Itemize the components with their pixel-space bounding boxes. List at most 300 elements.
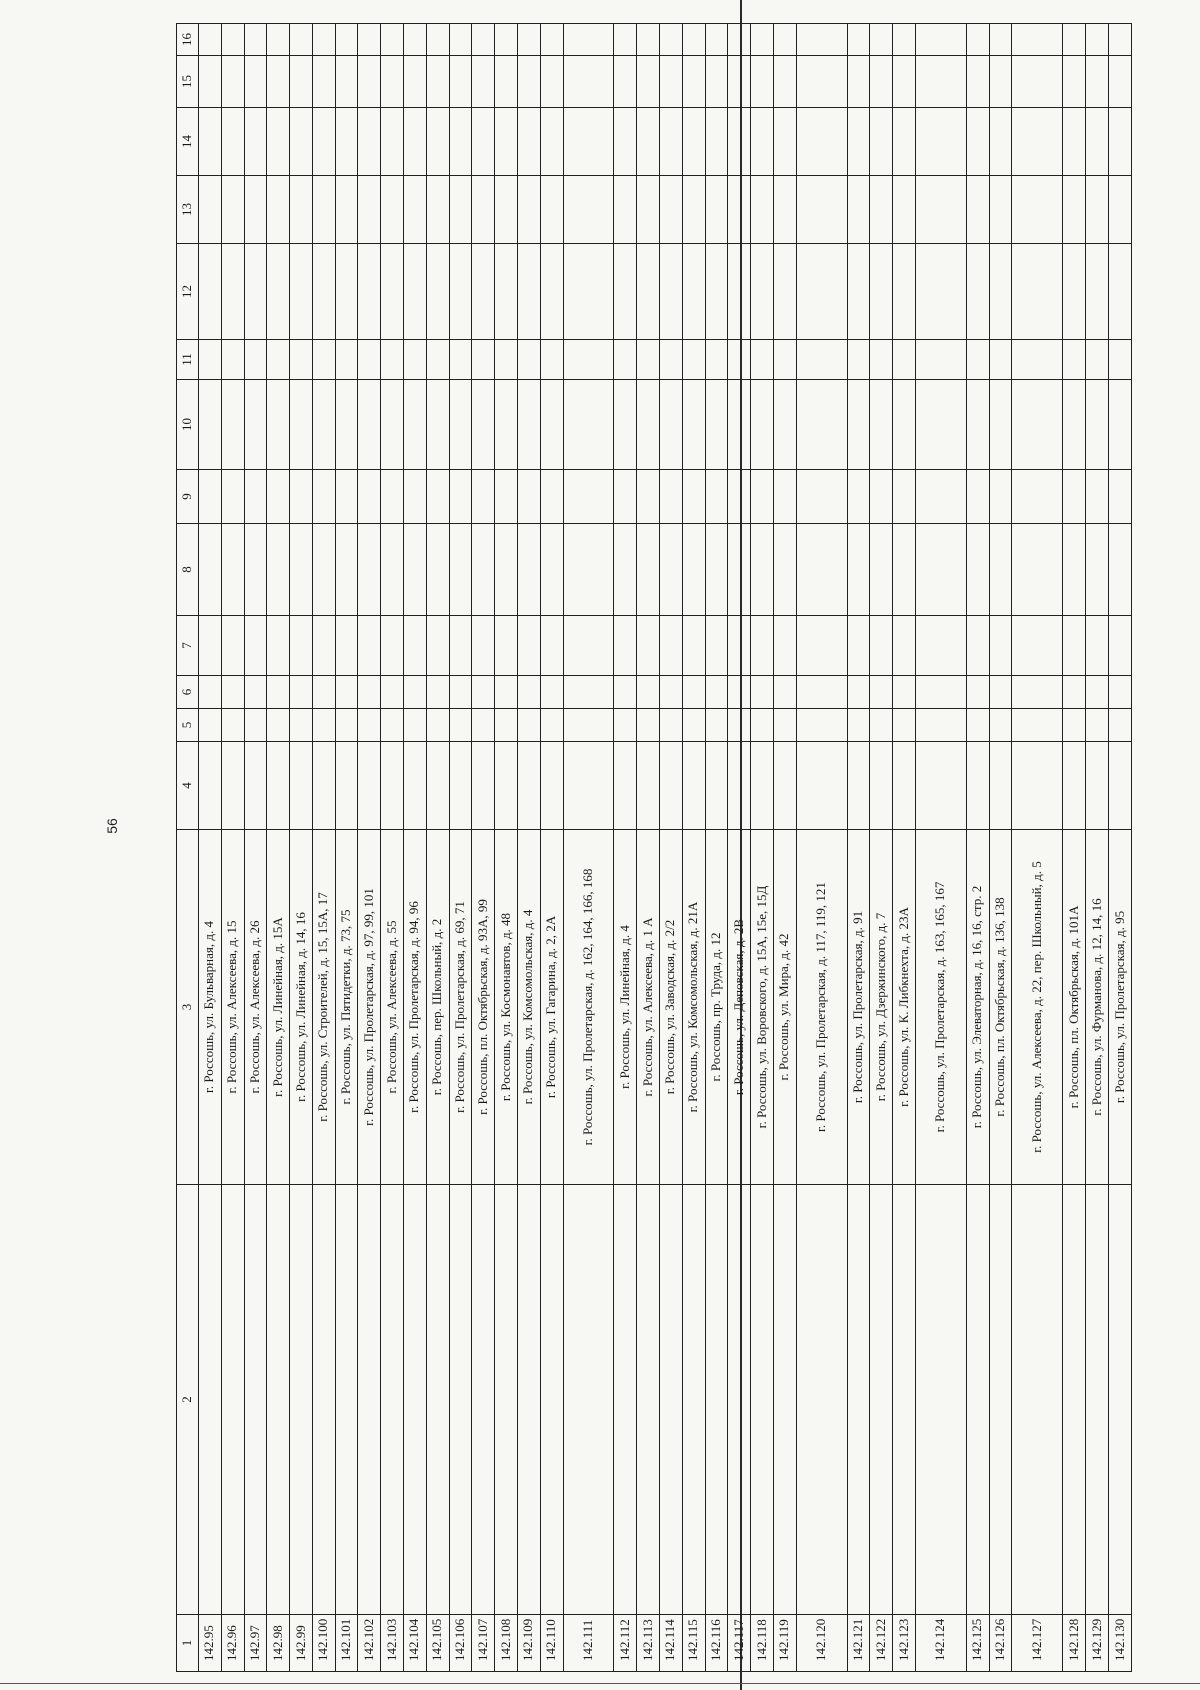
column-16-cell [751, 24, 774, 56]
column-8-cell [1012, 524, 1063, 616]
column-13-cell [290, 176, 313, 244]
column-16-cell [404, 24, 427, 56]
column-8-cell [426, 524, 449, 616]
column-9-cell [426, 470, 449, 524]
column-2-cell [893, 1185, 916, 1615]
column-header-9: 9 [177, 470, 199, 524]
address-cell: г. Россошь, ул. Алексеева, д. 15 [221, 830, 244, 1185]
column-2-cell [614, 1185, 637, 1615]
column-7-cell [1063, 616, 1086, 676]
column-2-cell [870, 1185, 893, 1615]
column-6-cell [199, 676, 222, 709]
column-5-cell [682, 709, 705, 742]
column-2-cell [495, 1185, 518, 1615]
table-row [1086, 24, 1109, 1672]
table-row [381, 24, 404, 1672]
column-6-cell [517, 676, 540, 709]
table-row [495, 24, 518, 1672]
column-6-cell [472, 676, 495, 709]
address-cell: г. Россошь, ул. Алексеева, д. 55 [381, 830, 404, 1185]
column-11-cell [989, 340, 1012, 380]
column-2-cell [847, 1185, 870, 1615]
row-number-cell: 142.124 [915, 1615, 966, 1672]
column-10-cell [221, 380, 244, 470]
column-15-cell [966, 56, 989, 108]
column-2-cell [472, 1185, 495, 1615]
table-row [796, 24, 847, 1672]
row-number-cell: 142.119 [773, 1615, 796, 1672]
column-2-cell [381, 1185, 404, 1615]
row-number-cell: 142.125 [966, 1615, 989, 1672]
column-14-cell [221, 108, 244, 176]
column-2-cell [449, 1185, 472, 1615]
column-10-cell [989, 380, 1012, 470]
column-12-cell [563, 244, 614, 340]
column-13-cell [728, 176, 751, 244]
address-cell: г. Россошь, ул. Гагарина, д. 2, 2А [540, 830, 563, 1185]
column-13-cell [614, 176, 637, 244]
column-2-cell [1086, 1185, 1109, 1615]
column-9-cell [540, 470, 563, 524]
table-row [847, 24, 870, 1672]
column-6-cell [705, 676, 728, 709]
column-11-cell [495, 340, 518, 380]
table-row [773, 24, 796, 1672]
column-4-cell [614, 742, 637, 830]
column-15-cell [1086, 56, 1109, 108]
column-12-cell [796, 244, 847, 340]
address-cell: г. Россошь, ул. Пролетарская, д. 94, 96 [404, 830, 427, 1185]
column-13-cell [267, 176, 290, 244]
column-9-cell [1108, 470, 1131, 524]
column-9-cell [682, 470, 705, 524]
column-16-cell [1086, 24, 1109, 56]
column-16-cell [728, 24, 751, 56]
column-10-cell [381, 380, 404, 470]
column-10-cell [517, 380, 540, 470]
column-5-cell [472, 709, 495, 742]
row-number-cell: 142.117 [728, 1615, 751, 1672]
column-5-cell [728, 709, 751, 742]
column-6-cell [449, 676, 472, 709]
column-14-cell [870, 108, 893, 176]
column-2-cell [1063, 1185, 1086, 1615]
row-number-cell: 142.103 [381, 1615, 404, 1672]
column-15-cell [1108, 56, 1131, 108]
column-12-cell [517, 244, 540, 340]
table-row [221, 24, 244, 1672]
column-15-cell [614, 56, 637, 108]
column-7-cell [335, 616, 358, 676]
column-16-cell [221, 24, 244, 56]
column-10-cell [244, 380, 267, 470]
column-12-cell [847, 244, 870, 340]
column-16-cell [290, 24, 313, 56]
column-15-cell [221, 56, 244, 108]
column-header-7: 7 [177, 616, 199, 676]
row-number-cell: 142.127 [1012, 1615, 1063, 1672]
column-5-cell [705, 709, 728, 742]
column-9-cell [614, 470, 637, 524]
column-9-cell [893, 470, 916, 524]
column-11-cell [773, 340, 796, 380]
column-14-cell [290, 108, 313, 176]
column-9-cell [847, 470, 870, 524]
table-row [870, 24, 893, 1672]
column-13-cell [1063, 176, 1086, 244]
table-row [540, 24, 563, 1672]
column-8-cell [540, 524, 563, 616]
column-6-cell [267, 676, 290, 709]
column-6-cell [404, 676, 427, 709]
column-10-cell [199, 380, 222, 470]
column-5-cell [660, 709, 683, 742]
column-4-cell [989, 742, 1012, 830]
address-cell: г. Россошь, пер. Школьный, д. 2 [426, 830, 449, 1185]
column-10-cell [847, 380, 870, 470]
address-cell: г. Россошь, ул. Алексеева, д. 1 А [637, 830, 660, 1185]
column-2-cell [796, 1185, 847, 1615]
column-13-cell [682, 176, 705, 244]
column-8-cell [915, 524, 966, 616]
table-row [358, 24, 381, 1672]
column-9-cell [312, 470, 335, 524]
column-2-cell [290, 1185, 313, 1615]
column-5-cell [796, 709, 847, 742]
column-11-cell [221, 340, 244, 380]
row-number-cell: 142.120 [796, 1615, 847, 1672]
row-number-cell: 142.128 [1063, 1615, 1086, 1672]
column-header-8: 8 [177, 524, 199, 616]
row-number-cell: 142.126 [989, 1615, 1012, 1672]
column-7-cell [915, 616, 966, 676]
address-cell: г. Россошь, ул. Пролетарская, д. 97, 99, 101 [358, 830, 381, 1185]
column-10-cell [449, 380, 472, 470]
column-2-cell [563, 1185, 614, 1615]
column-12-cell [682, 244, 705, 340]
column-4-cell [637, 742, 660, 830]
column-11-cell [1086, 340, 1109, 380]
table-row [244, 24, 267, 1672]
column-14-cell [358, 108, 381, 176]
column-13-cell [915, 176, 966, 244]
column-13-cell [404, 176, 427, 244]
column-16-cell [660, 24, 683, 56]
column-5-cell [426, 709, 449, 742]
table-row [614, 24, 637, 1672]
row-number-cell: 142.118 [751, 1615, 774, 1672]
column-4-cell [449, 742, 472, 830]
column-11-cell [335, 340, 358, 380]
row-number-cell: 142.110 [540, 1615, 563, 1672]
column-9-cell [751, 470, 774, 524]
column-13-cell [966, 176, 989, 244]
column-9-cell [267, 470, 290, 524]
column-10-cell [404, 380, 427, 470]
column-11-cell [966, 340, 989, 380]
column-13-cell [796, 176, 847, 244]
address-cell: г. Россошь, ул. Элеваторная, д. 16, 16, стр. 2 [966, 830, 989, 1185]
column-10-cell [290, 380, 313, 470]
column-2-cell [540, 1185, 563, 1615]
column-13-cell [705, 176, 728, 244]
column-10-cell [1063, 380, 1086, 470]
column-10-cell [495, 380, 518, 470]
column-4-cell [381, 742, 404, 830]
column-11-cell [358, 340, 381, 380]
column-5-cell [517, 709, 540, 742]
column-6-cell [637, 676, 660, 709]
column-12-cell [244, 244, 267, 340]
column-12-cell [335, 244, 358, 340]
column-7-cell [705, 616, 728, 676]
column-7-cell [682, 616, 705, 676]
column-15-cell [472, 56, 495, 108]
column-12-cell [199, 244, 222, 340]
column-9-cell [1063, 470, 1086, 524]
column-7-cell [449, 616, 472, 676]
column-11-cell [682, 340, 705, 380]
column-15-cell [893, 56, 916, 108]
column-8-cell [381, 524, 404, 616]
column-15-cell [404, 56, 427, 108]
column-10-cell [335, 380, 358, 470]
column-10-cell [540, 380, 563, 470]
column-4-cell [426, 742, 449, 830]
column-11-cell [728, 340, 751, 380]
column-15-cell [426, 56, 449, 108]
column-9-cell [966, 470, 989, 524]
column-2-cell [358, 1185, 381, 1615]
column-header-13: 13 [177, 176, 199, 244]
column-header-4: 4 [177, 742, 199, 830]
column-16-cell [915, 24, 966, 56]
column-10-cell [705, 380, 728, 470]
column-6-cell [773, 676, 796, 709]
table-row [1108, 24, 1131, 1672]
address-cell: г. Россошь, ул. Фурманова, д. 12, 14, 16 [1086, 830, 1109, 1185]
column-11-cell [290, 340, 313, 380]
column-12-cell [495, 244, 518, 340]
column-15-cell [381, 56, 404, 108]
address-cell: г. Россошь, ул. Воровского, д. 15А, 15е, 15Д [751, 830, 774, 1185]
column-7-cell [728, 616, 751, 676]
column-13-cell [989, 176, 1012, 244]
column-10-cell [614, 380, 637, 470]
column-6-cell [966, 676, 989, 709]
column-2-cell [682, 1185, 705, 1615]
table-row [682, 24, 705, 1672]
column-10-cell [1108, 380, 1131, 470]
column-16-cell [335, 24, 358, 56]
column-5-cell [1012, 709, 1063, 742]
column-15-cell [915, 56, 966, 108]
column-14-cell [1086, 108, 1109, 176]
column-2-cell [221, 1185, 244, 1615]
column-8-cell [728, 524, 751, 616]
row-number-cell: 142.108 [495, 1615, 518, 1672]
table-row [637, 24, 660, 1672]
column-4-cell [312, 742, 335, 830]
row-number-cell: 142.114 [660, 1615, 683, 1672]
address-cell: г. Россошь, ул. Алексеева, д. 22, пер. Школьный, д. 5 [1012, 830, 1063, 1185]
column-5-cell [614, 709, 637, 742]
column-15-cell [495, 56, 518, 108]
column-11-cell [1108, 340, 1131, 380]
column-14-cell [449, 108, 472, 176]
table-row [472, 24, 495, 1672]
address-cell: г. Россошь, ул. Пятидетки, д. 73, 75 [335, 830, 358, 1185]
column-16-cell [989, 24, 1012, 56]
column-9-cell [517, 470, 540, 524]
column-6-cell [312, 676, 335, 709]
column-5-cell [870, 709, 893, 742]
column-16-cell [796, 24, 847, 56]
column-2-cell [705, 1185, 728, 1615]
column-16-cell [614, 24, 637, 56]
column-2-cell [517, 1185, 540, 1615]
address-cell: г. Россошь, пл. Октябрьская, д. 136, 138 [989, 830, 1012, 1185]
column-7-cell [637, 616, 660, 676]
column-9-cell [563, 470, 614, 524]
column-16-cell [517, 24, 540, 56]
column-9-cell [495, 470, 518, 524]
column-8-cell [614, 524, 637, 616]
column-8-cell [870, 524, 893, 616]
address-cell: г. Россошь, ул. Пролетарская, д. 69, 71 [449, 830, 472, 1185]
column-12-cell [1108, 244, 1131, 340]
row-number-cell: 142.105 [426, 1615, 449, 1672]
column-13-cell [517, 176, 540, 244]
column-2-cell [660, 1185, 683, 1615]
column-12-cell [267, 244, 290, 340]
column-7-cell [660, 616, 683, 676]
column-10-cell [660, 380, 683, 470]
column-15-cell [1063, 56, 1086, 108]
column-header-16: 16 [177, 24, 199, 56]
column-12-cell [751, 244, 774, 340]
column-14-cell [796, 108, 847, 176]
column-13-cell [893, 176, 916, 244]
column-15-cell [751, 56, 774, 108]
column-2-cell [989, 1185, 1012, 1615]
column-4-cell [751, 742, 774, 830]
column-9-cell [915, 470, 966, 524]
column-10-cell [773, 380, 796, 470]
column-6-cell [358, 676, 381, 709]
column-4-cell [682, 742, 705, 830]
column-4-cell [1012, 742, 1063, 830]
column-15-cell [796, 56, 847, 108]
table-row [517, 24, 540, 1672]
column-9-cell [404, 470, 427, 524]
column-4-cell [660, 742, 683, 830]
column-13-cell [660, 176, 683, 244]
address-cell: г. Россошь, ул. Комсомольская, д. 21А [682, 830, 705, 1185]
column-15-cell [682, 56, 705, 108]
column-7-cell [847, 616, 870, 676]
column-7-cell [381, 616, 404, 676]
column-6-cell [540, 676, 563, 709]
address-cell: г. Россошь, ул. Линейная, д. 4 [614, 830, 637, 1185]
row-number-cell: 142.96 [221, 1615, 244, 1672]
column-8-cell [966, 524, 989, 616]
column-13-cell [312, 176, 335, 244]
column-8-cell [751, 524, 774, 616]
column-8-cell [517, 524, 540, 616]
column-12-cell [989, 244, 1012, 340]
column-12-cell [660, 244, 683, 340]
column-5-cell [404, 709, 427, 742]
column-13-cell [540, 176, 563, 244]
column-header-3: 3 [177, 830, 199, 1185]
column-13-cell [495, 176, 518, 244]
column-8-cell [1063, 524, 1086, 616]
column-header-1: 1 [177, 1615, 199, 1672]
rotated-table-container [176, 24, 1132, 1672]
column-5-cell [847, 709, 870, 742]
column-13-cell [773, 176, 796, 244]
column-6-cell [426, 676, 449, 709]
table-row [751, 24, 774, 1672]
column-14-cell [517, 108, 540, 176]
column-11-cell [1012, 340, 1063, 380]
column-5-cell [1108, 709, 1131, 742]
column-5-cell [751, 709, 774, 742]
column-16-cell [682, 24, 705, 56]
column-16-cell [1012, 24, 1063, 56]
column-8-cell [660, 524, 683, 616]
table-row [199, 24, 222, 1672]
column-13-cell [751, 176, 774, 244]
column-13-cell [563, 176, 614, 244]
column-11-cell [312, 340, 335, 380]
scan-bottom-edge [0, 1683, 1200, 1684]
column-15-cell [847, 56, 870, 108]
column-7-cell [870, 616, 893, 676]
column-15-cell [267, 56, 290, 108]
column-6-cell [1012, 676, 1063, 709]
row-number-cell: 142.99 [290, 1615, 313, 1672]
column-11-cell [751, 340, 774, 380]
column-10-cell [312, 380, 335, 470]
column-16-cell [358, 24, 381, 56]
column-12-cell [614, 244, 637, 340]
column-12-cell [404, 244, 427, 340]
column-8-cell [705, 524, 728, 616]
address-cell: г. Россошь, ул. Алексеева, д. 26 [244, 830, 267, 1185]
column-5-cell [221, 709, 244, 742]
column-10-cell [915, 380, 966, 470]
column-11-cell [614, 340, 637, 380]
address-cell: г. Россошь, ул. Пролетарская, д. 162, 164, 166, 168 [563, 830, 614, 1185]
column-4-cell [221, 742, 244, 830]
column-14-cell [966, 108, 989, 176]
address-cell: г. Россошь, ул. Мира, д. 42 [773, 830, 796, 1185]
column-14-cell [614, 108, 637, 176]
column-10-cell [426, 380, 449, 470]
column-6-cell [335, 676, 358, 709]
column-11-cell [1063, 340, 1086, 380]
column-header-11: 11 [177, 340, 199, 380]
column-6-cell [660, 676, 683, 709]
column-16-cell [1108, 24, 1131, 56]
column-7-cell [966, 616, 989, 676]
column-6-cell [915, 676, 966, 709]
column-12-cell [540, 244, 563, 340]
column-15-cell [989, 56, 1012, 108]
column-2-cell [1108, 1185, 1131, 1615]
